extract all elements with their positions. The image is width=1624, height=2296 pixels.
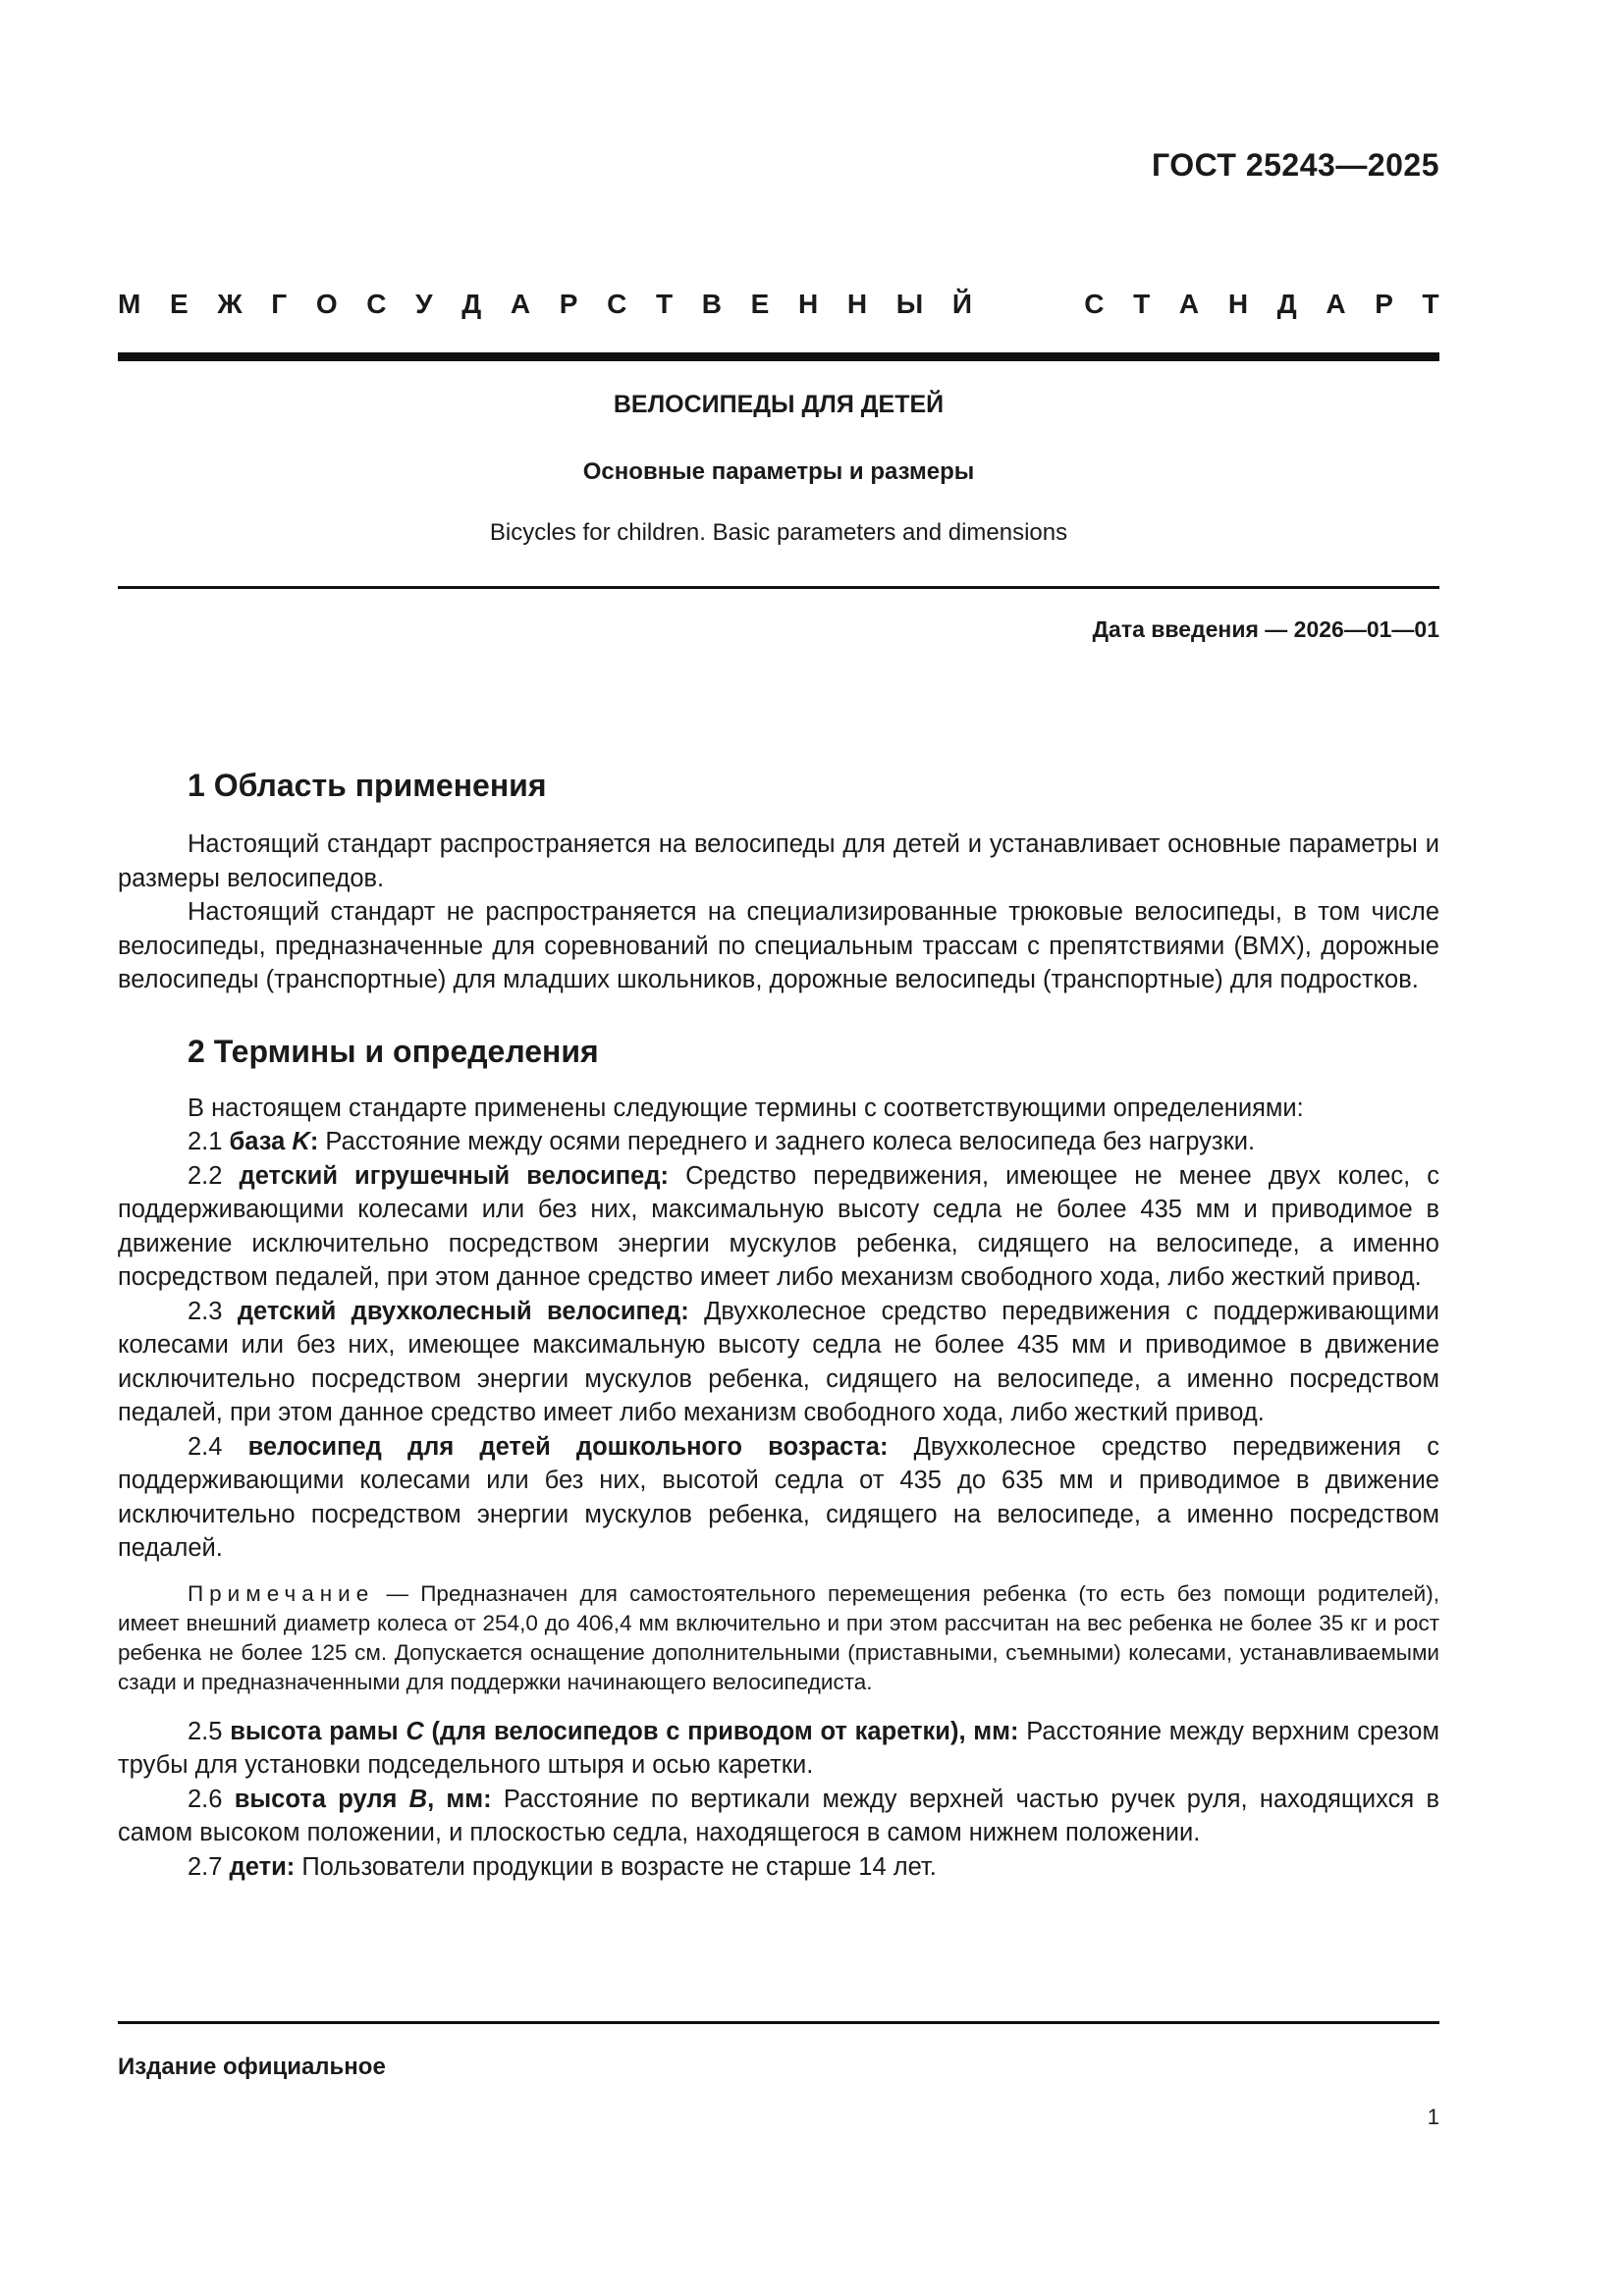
banner-letter: В bbox=[701, 289, 722, 319]
section-2-intro: В настоящем стандарте применены следующие термины с соответствующими определениями: bbox=[188, 1094, 1304, 1122]
banner-letter: Н bbox=[846, 289, 868, 319]
section-2-heading: 2 Термины и определения bbox=[188, 1033, 599, 1069]
banner-letter: Е bbox=[169, 289, 189, 319]
banner-letter: Й bbox=[951, 289, 972, 319]
document-body bbox=[118, 761, 1439, 1884]
term-2-7: 2.7 дети: Пользователи продукции в возрасте не старше 14 лет. bbox=[188, 1852, 937, 1881]
document-title: ВЕЛОСИПЕДЫ ДЛЯ ДЕТЕЙ bbox=[613, 391, 945, 418]
footer-rule bbox=[118, 2021, 1439, 2024]
introduction-date: Дата введения — 2026—01—01 bbox=[1092, 616, 1439, 642]
banner-letter: С bbox=[366, 289, 387, 319]
banner-letter: А bbox=[1326, 289, 1346, 319]
section-1-paragraph-2: Настоящий стандарт не распространяется на специализированные трюковые велосипеды, в том числе велосипеды, предназначенные для соревнований по специальным трассам с препятствиями (BMX), дорожные велосипеды (транспортные) для младших школьников, дорожные велосипеды (транспортные) для подростков. bbox=[118, 898, 1439, 993]
standard-number: ГОСТ 25243—2025 bbox=[1151, 147, 1439, 183]
banner-letter: А bbox=[1178, 289, 1200, 319]
term-2-1: 2.1 база K: Расстояние между осями переднего и заднего колеса велосипеда без нагрузки. bbox=[188, 1128, 1256, 1155]
official-edition-label: Издание официальное bbox=[118, 2054, 386, 2080]
term-2-6: 2.6 высота руля B, мм: Расстояние по вертикали между верхней частью ручек руля, находящихся в самом высоком положении, и плоскостью седла, находящегося в самом нижнем положении. bbox=[118, 1785, 1439, 1846]
banner-word-gap bbox=[1001, 289, 1056, 320]
document-subtitle: Основные параметры и размеры bbox=[582, 458, 975, 485]
banner-letter: Т bbox=[1422, 289, 1439, 319]
term-2-2: 2.2 детский игрушечный велосипед: Средство передвижения, имеющее не менее двух колес, с поддерживающими колесами или без них, максимальную высоту седла не более 435 мм и приводимое в движение исключительно посредством энергии мускулов ребенка, сидящего на велосипеде, а именно посредством педалей, при этом данное средство имеет либо механизм свободного хода, либо жесткий привод. bbox=[118, 1161, 1439, 1291]
banner-letter: М bbox=[118, 289, 141, 319]
banner-letter: Н bbox=[797, 289, 819, 319]
banner-letter: Г bbox=[271, 289, 288, 319]
term-2-3: 2.3 детский двухколесный велосипед: Двухколесное средство передвижения с поддерживающими колесами или без них, имеющее максимальную высоту седла не более 435 мм и приводимое в движение исключительно посредством энергии мускулов ребенка, сидящего на велосипеде, а именно посредством педалей, при этом данное средство имеет либо механизм свободного хода, либо жесткий привод. bbox=[118, 1297, 1439, 1426]
banner-letter: С bbox=[607, 289, 627, 319]
banner-letter: Р bbox=[1375, 289, 1393, 319]
term-2-5: 2.5 высота рамы C (для велосипедов с приводом от каретки), мм: Расстояние между верхним срезом трубы для установки подседельного штыря и осью каретки. bbox=[118, 1717, 1439, 1779]
section-1-paragraph-1: Настоящий стандарт распространяется на велосипеды для детей и устанавливает основные параметры и размеры велосипедов. bbox=[118, 830, 1439, 892]
banner-letter: Р bbox=[559, 289, 578, 319]
english-title: Bicycles for children. Basic parameters and dimensions bbox=[489, 519, 1068, 546]
banner-letter: Е bbox=[750, 289, 770, 319]
header-rule bbox=[118, 352, 1439, 361]
banner-letter: Ж bbox=[217, 289, 243, 319]
section-1-heading: 1 Область применения bbox=[188, 768, 547, 803]
banner-letter: Ы bbox=[895, 289, 924, 319]
banner-letter: А bbox=[510, 289, 531, 319]
banner-letter: Н bbox=[1227, 289, 1249, 319]
banner-letter: Д bbox=[1276, 289, 1297, 319]
banner-letter: С bbox=[1084, 289, 1105, 319]
page-number: 1 bbox=[1427, 2105, 1439, 2129]
interstate-standard-banner bbox=[118, 289, 1439, 320]
note-label: Примечание bbox=[188, 1580, 375, 1606]
banner-letter: Д bbox=[461, 289, 482, 319]
title-rule bbox=[118, 586, 1439, 589]
banner-letter: О bbox=[315, 289, 338, 319]
term-2-4-note: Примечание — Предназначен для самостоятельного перемещения ребенка (то есть без помощи родителей), имеет внешний диаметр колеса от 254,0 до 406,4 мм включительно и при этом рассчитан на вес ребенка не более 35 кг и рост ребенка не более 125 см. Допускается оснащение дополнительными (приставными, съемными) колесами, устанавливаемыми сзади и предназначенными для поддержки начинающего велосипедиста. bbox=[118, 1580, 1439, 1694]
banner-letter: У bbox=[415, 289, 433, 319]
term-2-4: 2.4 велосипед для детей дошкольного возраста: Двухколесное средство передвижения с поддерживающими колесами или без них, высотой седла от 435 до 635 мм и приводимое в движение исключительно посредством энергии мускулов ребенка, сидящего на велосипеде, а именно посредством педалей. bbox=[118, 1432, 1439, 1562]
banner-letter: Т bbox=[1133, 289, 1151, 319]
banner-letter: Т bbox=[655, 289, 674, 319]
